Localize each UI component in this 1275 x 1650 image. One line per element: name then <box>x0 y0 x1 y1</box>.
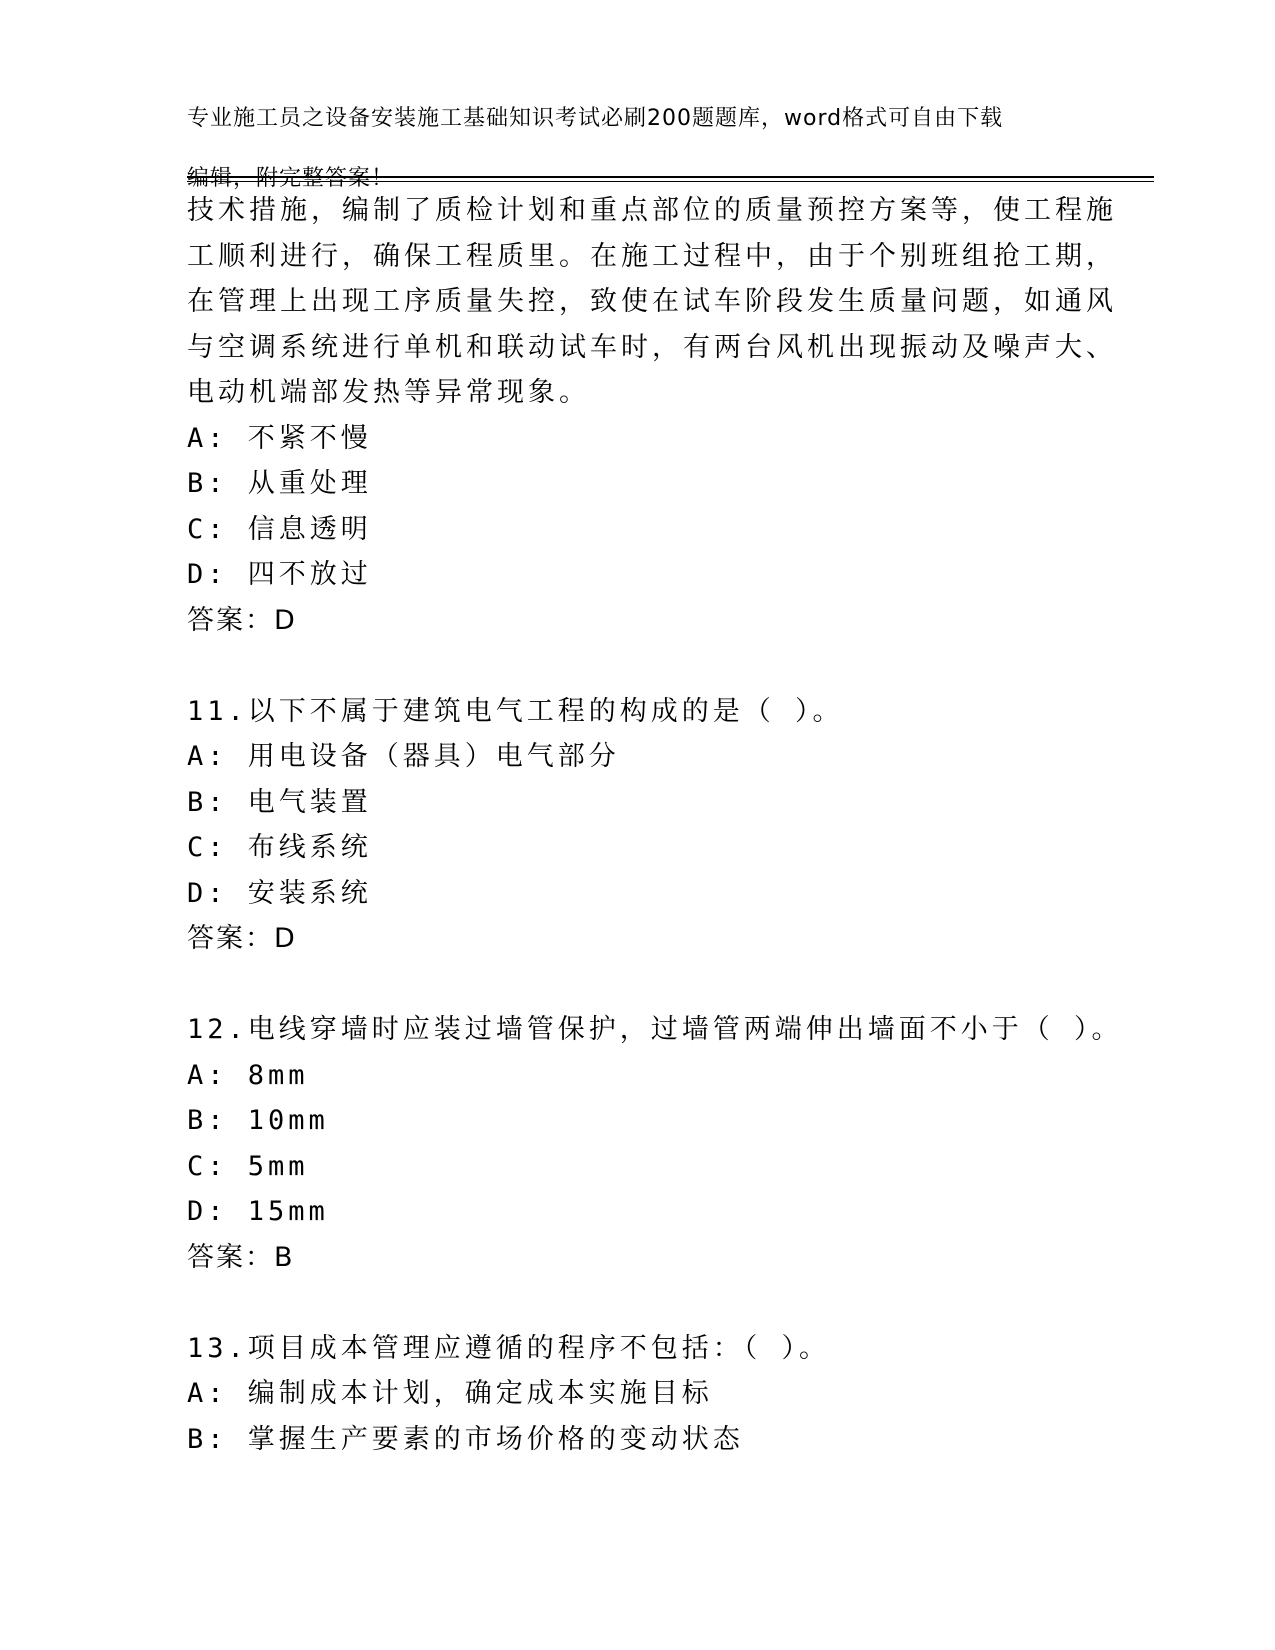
question-text-line: 技术措施，编制了质检计划和重点部位的质量预控方案等，使工程施 <box>187 195 1117 226</box>
option-a: A: 编制成本计划，确定成本实施目标 <box>187 1378 713 1409</box>
question-text-line: 工顺利进行，确保工程质里。在施工过程中，由于个别班组抢工期， <box>187 240 1117 272</box>
question-13: 13.项目成本管理应遵循的程序不包括：（ ）。 <box>187 1332 831 1364</box>
option-b: B: 电气装置 <box>187 786 372 818</box>
option-a: A: 8mm <box>187 1059 309 1091</box>
answer: 答案：D <box>187 923 297 954</box>
answer: 答案：B <box>187 1241 295 1273</box>
header-divider-thick <box>187 176 1154 178</box>
spacer <box>187 1280 1087 1326</box>
header-title-line2: 编辑，附完整答案！ <box>187 166 395 191</box>
option-c: C: 布线系统 <box>187 832 372 863</box>
option-c: C: 信息透明 <box>187 513 372 545</box>
spacer <box>187 643 1087 689</box>
header-divider-thin <box>187 181 1154 182</box>
answer: 答案：D <box>187 604 297 636</box>
option-b: B: 掌握生产要素的市场价格的变动状态 <box>187 1423 744 1455</box>
question-text-line: 与空调系统进行单机和联动试车时，有两台风机出现振动及噪声大、 <box>187 331 1117 363</box>
option-d: D: 安装系统 <box>187 877 372 909</box>
option-c: C: 5mm <box>187 1150 309 1182</box>
question-text-line: 在管理上出现工序质量失控，致使在试车阶段发生质量问题，如通风 <box>187 286 1117 317</box>
option-d: D: 四不放过 <box>187 559 372 590</box>
question-10-continuation <box>187 188 1117 416</box>
option-b: B: 从重处理 <box>187 468 372 499</box>
question-text-line: 电动机端部发热等异常现象。 <box>187 377 590 408</box>
spacer <box>187 962 1087 1008</box>
option-a: A: 用电设备（器具）电气部分 <box>187 741 620 772</box>
option-b: B: 10mm <box>187 1105 329 1136</box>
option-d: D: 15mm <box>187 1196 329 1227</box>
option-a: A: 不紧不慢 <box>187 422 372 454</box>
question-11: 11.以下不属于建筑电气工程的构成的是（ ）。 <box>187 695 844 727</box>
question-12: 12.电线穿墙时应装过墙管保护，过墙管两端伸出墙面不小于（ ）。 <box>187 1014 1123 1045</box>
document-body <box>187 188 1123 1462</box>
header-title-line1: 专业施工员之设备安装施工基础知识考试必刷200题题库，word格式可自由下载 <box>187 106 1004 131</box>
